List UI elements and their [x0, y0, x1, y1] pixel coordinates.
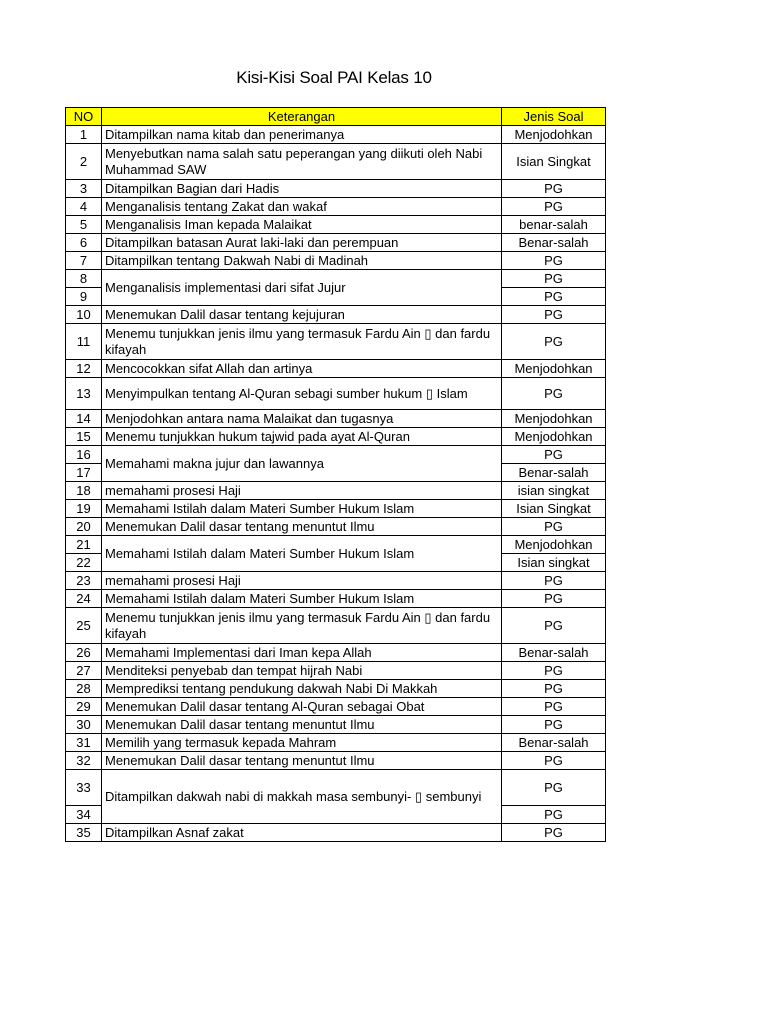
row-keterangan: Menditeksi penyebab dan tempat hijrah Nabi — [102, 662, 502, 680]
row-jenis-soal: PG — [502, 806, 606, 824]
row-number: 29 — [66, 698, 102, 716]
row-jenis-soal: Menjodohkan — [502, 536, 606, 554]
table-row — [66, 234, 606, 252]
row-keterangan: Menjodohkan antara nama Malaikat dan tugasnya — [102, 410, 502, 428]
row-keterangan: Memilih yang termasuk kepada Mahram — [102, 734, 502, 752]
table-row — [66, 608, 606, 644]
row-number: 2 — [66, 144, 102, 180]
row-number: 7 — [66, 252, 102, 270]
kisi-kisi-table — [65, 107, 606, 842]
row-number: 23 — [66, 572, 102, 590]
table-row — [66, 752, 606, 770]
table-row — [66, 590, 606, 608]
row-keterangan: Ditampilkan Bagian dari Hadis — [102, 180, 502, 198]
table-row — [66, 198, 606, 216]
table-row — [66, 270, 606, 288]
table-row — [66, 518, 606, 536]
row-number: 15 — [66, 428, 102, 446]
row-number: 34 — [66, 806, 102, 824]
row-keterangan: Menemukan Dalil dasar tentang menuntut Ilmu — [102, 752, 502, 770]
row-keterangan: Ditampilkan Asnaf zakat — [102, 824, 502, 842]
table-row — [66, 716, 606, 734]
row-number: 21 — [66, 536, 102, 554]
table-row — [66, 410, 606, 428]
table-row — [66, 572, 606, 590]
row-number: 22 — [66, 554, 102, 572]
row-keterangan: Memprediksi tentang pendukung dakwah Nabi Di Makkah — [102, 680, 502, 698]
row-jenis-soal: isian singkat — [502, 482, 606, 500]
row-keterangan: Memahami Istilah dalam Materi Sumber Hukum Islam — [102, 536, 502, 572]
row-number: 1 — [66, 126, 102, 144]
row-jenis-soal: PG — [502, 680, 606, 698]
row-keterangan: Memahami makna jujur dan lawannya — [102, 446, 502, 482]
row-number: 14 — [66, 410, 102, 428]
table-row — [66, 180, 606, 198]
row-number: 4 — [66, 198, 102, 216]
row-keterangan: Ditampilkan tentang Dakwah Nabi di Madinah — [102, 252, 502, 270]
row-keterangan: Menemu tunjukkan jenis ilmu yang termasuk Fardu Ain ▯ dan fardu kifayah — [102, 324, 502, 360]
table-row — [66, 536, 606, 554]
row-keterangan: Menemukan Dalil dasar tentang menuntut Ilmu — [102, 518, 502, 536]
row-keterangan: Menemu tunjukkan hukum tajwid pada ayat Al-Quran — [102, 428, 502, 446]
row-keterangan: Ditampilkan dakwah nabi di makkah masa sembunyi- ▯ sembunyi — [102, 770, 502, 824]
table-row — [66, 252, 606, 270]
row-jenis-soal: PG — [502, 716, 606, 734]
table-row — [66, 770, 606, 806]
header-jenis-soal: Jenis Soal — [502, 108, 606, 126]
row-jenis-soal: PG — [502, 662, 606, 680]
header-no: NO — [66, 108, 102, 126]
row-number: 13 — [66, 378, 102, 410]
row-jenis-soal: PG — [502, 770, 606, 806]
row-keterangan: Menemu tunjukkan jenis ilmu yang termasuk Fardu Ain ▯ dan fardu kifayah — [102, 608, 502, 644]
row-number: 18 — [66, 482, 102, 500]
row-jenis-soal: PG — [502, 198, 606, 216]
row-number: 25 — [66, 608, 102, 644]
row-number: 30 — [66, 716, 102, 734]
table-row — [66, 144, 606, 180]
row-number: 33 — [66, 770, 102, 806]
row-keterangan: Ditampilkan batasan Aurat laki-laki dan perempuan — [102, 234, 502, 252]
table-row — [66, 680, 606, 698]
row-jenis-soal: PG — [502, 572, 606, 590]
row-number: 26 — [66, 644, 102, 662]
table-row — [66, 306, 606, 324]
row-keterangan: Menganalisis tentang Zakat dan wakaf — [102, 198, 502, 216]
row-number: 19 — [66, 500, 102, 518]
row-jenis-soal: PG — [502, 752, 606, 770]
row-jenis-soal: PG — [502, 378, 606, 410]
row-jenis-soal: PG — [502, 180, 606, 198]
row-jenis-soal: PG — [502, 608, 606, 644]
row-jenis-soal: Menjodohkan — [502, 126, 606, 144]
row-number: 17 — [66, 464, 102, 482]
row-number: 27 — [66, 662, 102, 680]
row-jenis-soal: Menjodohkan — [502, 360, 606, 378]
row-number: 6 — [66, 234, 102, 252]
row-number: 32 — [66, 752, 102, 770]
table-row — [66, 824, 606, 842]
row-number: 24 — [66, 590, 102, 608]
row-jenis-soal: PG — [502, 288, 606, 306]
table-row — [66, 428, 606, 446]
row-number: 12 — [66, 360, 102, 378]
row-jenis-soal: PG — [502, 824, 606, 842]
row-number: 10 — [66, 306, 102, 324]
row-keterangan: memahami prosesi Haji — [102, 482, 502, 500]
header-keterangan: Keterangan — [102, 108, 502, 126]
row-keterangan: Menyebutkan nama salah satu peperangan yang diikuti oleh Nabi Muhammad SAW — [102, 144, 502, 180]
row-jenis-soal: PG — [502, 590, 606, 608]
row-jenis-soal: PG — [502, 518, 606, 536]
row-jenis-soal: Benar-salah — [502, 464, 606, 482]
row-jenis-soal: Isian singkat — [502, 554, 606, 572]
row-keterangan: memahami prosesi Haji — [102, 572, 502, 590]
row-jenis-soal: PG — [502, 252, 606, 270]
table-row — [66, 662, 606, 680]
row-number: 20 — [66, 518, 102, 536]
table-row — [66, 216, 606, 234]
table-row — [66, 324, 606, 360]
row-jenis-soal: Isian Singkat — [502, 500, 606, 518]
table-row — [66, 126, 606, 144]
row-jenis-soal: PG — [502, 270, 606, 288]
row-jenis-soal: Benar-salah — [502, 734, 606, 752]
row-jenis-soal: PG — [502, 698, 606, 716]
row-number: 16 — [66, 446, 102, 464]
table-row — [66, 500, 606, 518]
row-jenis-soal: Benar-salah — [502, 644, 606, 662]
table-row — [66, 378, 606, 410]
table-header-row — [66, 108, 606, 126]
row-keterangan: Menemukan Dalil dasar tentang kejujuran — [102, 306, 502, 324]
row-keterangan: Menemukan Dalil dasar tentang Al-Quran sebagai Obat — [102, 698, 502, 716]
row-keterangan: Memahami Istilah dalam Materi Sumber Hukum Islam — [102, 590, 502, 608]
row-keterangan: Menganalisis Iman kepada Malaikat — [102, 216, 502, 234]
row-keterangan: Memahami Istilah dalam Materi Sumber Hukum Islam — [102, 500, 502, 518]
row-jenis-soal: Benar-salah — [502, 234, 606, 252]
table-row — [66, 360, 606, 378]
row-number: 11 — [66, 324, 102, 360]
row-jenis-soal: Menjodohkan — [502, 410, 606, 428]
row-jenis-soal: PG — [502, 306, 606, 324]
row-keterangan: Menganalisis implementasi dari sifat Jujur — [102, 270, 502, 306]
row-number: 28 — [66, 680, 102, 698]
row-number: 35 — [66, 824, 102, 842]
row-keterangan: Memahami Implementasi dari Iman kepa Allah — [102, 644, 502, 662]
row-jenis-soal: PG — [502, 446, 606, 464]
row-keterangan: Mencocokkan sifat Allah dan artinya — [102, 360, 502, 378]
row-jenis-soal: Isian Singkat — [502, 144, 606, 180]
row-keterangan: Menyimpulkan tentang Al-Quran sebagi sumber hukum ▯ Islam — [102, 378, 502, 410]
row-jenis-soal: Menjodohkan — [502, 428, 606, 446]
document-title: Kisi-Kisi Soal PAI Kelas 10 — [236, 68, 432, 87]
row-number: 3 — [66, 180, 102, 198]
table-row — [66, 446, 606, 464]
row-number: 8 — [66, 270, 102, 288]
row-keterangan: Menemukan Dalil dasar tentang menuntut Ilmu — [102, 716, 502, 734]
table-row — [66, 734, 606, 752]
table-row — [66, 698, 606, 716]
row-number: 31 — [66, 734, 102, 752]
row-keterangan: Ditampilkan nama kitab dan penerimanya — [102, 126, 502, 144]
row-number: 5 — [66, 216, 102, 234]
row-jenis-soal: benar-salah — [502, 216, 606, 234]
table-row — [66, 644, 606, 662]
row-number: 9 — [66, 288, 102, 306]
row-jenis-soal: PG — [502, 324, 606, 360]
table-row — [66, 482, 606, 500]
